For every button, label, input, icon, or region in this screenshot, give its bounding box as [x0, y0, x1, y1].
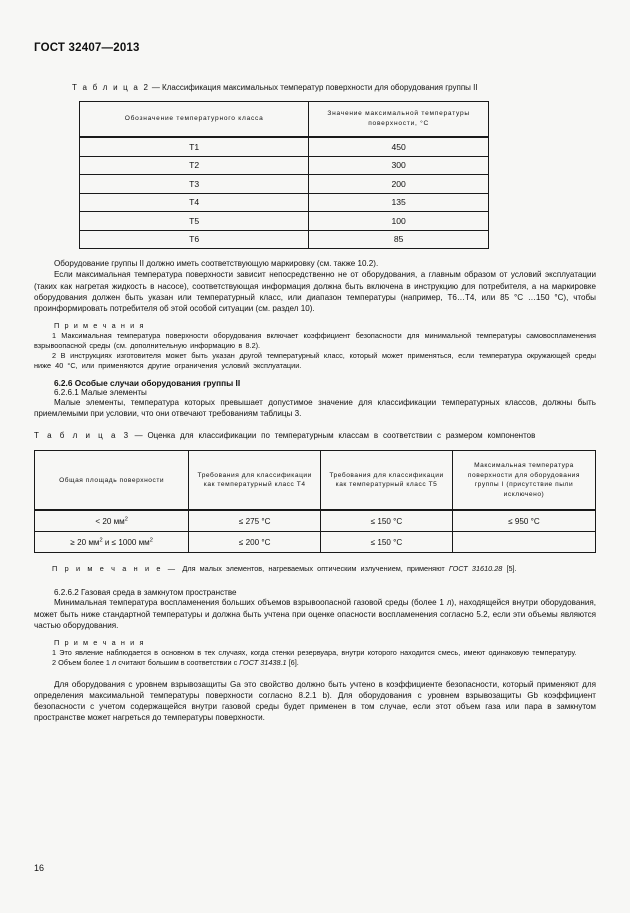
page-sheet: [26, 26, 604, 887]
page-number: 16: [34, 863, 45, 873]
table2-class-cell: Т5: [80, 212, 309, 231]
table3-header-row: [35, 451, 596, 511]
table2-head: [80, 102, 489, 138]
notes-heading: П р и м е ч а н и я: [54, 637, 146, 647]
table2-temp-cell: 85: [309, 230, 489, 249]
table3-t4-cell: ≤ 275 °С: [189, 510, 321, 532]
section-heading-6261: 6.2.6.1 Малые элементы: [54, 387, 147, 397]
table3-header-cell: Общая площадь поверхности: [35, 451, 189, 511]
superscript-two: 2: [99, 537, 103, 544]
table2-class-cell: Т3: [80, 175, 309, 194]
table3-header-cell: Максимальная температура поверхности для оборудования группы I (присутствие пыли исключено): [452, 451, 595, 511]
table3-t5-cell: ≤ 150 °С: [321, 510, 453, 532]
table-row: [80, 212, 489, 231]
table-row: [80, 175, 489, 194]
table2-temp-cell: 450: [309, 137, 489, 156]
note-2-2-suffix: [6].: [286, 657, 299, 667]
table3-t4-cell: ≤ 200 °С: [189, 532, 321, 553]
table2-class-cell: Т6: [80, 230, 309, 249]
paragraph-small-elements: Малые элементы, температура которых превышает допустимое значение для классификации температурных классов, должны быть приемлемыми при условии, что они отвечают требованиям таблицы 3.: [34, 397, 596, 419]
section-heading-626: 6.2.6 Особые случаи оборудования группы II: [54, 377, 241, 388]
table3-caption: [34, 430, 596, 441]
table2-header-row: [80, 102, 489, 138]
table2-caption-text: — Классификация максимальных температур поверхности для оборудования группы II: [149, 83, 478, 92]
table3-body: [35, 510, 596, 553]
superscript-two: 2: [124, 516, 128, 523]
paragraph-enclosed-gas: Минимальная температура воспламенения больших объемов взрывоопасной газовой среды (более 1 л), находящейся внутри оборудования, может быть ниже стандартной температуры и должна быть учтена при оценке опасности воспламенения согласно 5.2, если эти объемы являются частью оборудования.: [34, 598, 596, 630]
notes-block-2: [34, 638, 596, 668]
page-content: [26, 82, 604, 724]
note-1-1: 1 Максимальная температура поверхности оборудования включает коэффициент безопасности для минимальной температуры самовоспламенения взрывоопасной среды (см. дополнительную информацию в 8.2).: [34, 331, 596, 351]
note-1-2: 2 В инструкциях изготовителя может быть указан другой температурный класс, который может применяться, если температура окружающей среды ниже 40 °С, или применяются другие ограничения условий эксплуатации.: [34, 351, 596, 370]
note-table3-reference: ГОСТ 31610.28: [448, 564, 503, 574]
table3-groupi-cell: [452, 532, 595, 553]
table-row: [80, 137, 489, 156]
superscript-two: 2: [149, 537, 153, 544]
table2-body: [80, 137, 489, 249]
table2-temp-cell: 100: [309, 212, 489, 231]
table2-caption: [72, 82, 596, 93]
table2-temp-cell: 200: [309, 175, 489, 194]
paragraph-temperature-dependency: Если максимальная температура поверхности зависит непосредственно не от оборудования, а главным образом от условий эксплуатации (таких как нагретая жидкость в насосе), соответствующая информация должна быть включена в инструкцию для потребителя, а на маркировке оборудования должен быть указан или температурный класс, или диапазон температуры (например, Т6…Т4, или 85 °С …150 °С), чтобы проинформировать потребителя об этой особой ситуации (см. раздел 10).: [34, 270, 596, 314]
table3-area-cell: < 20 $мм^2$: [35, 510, 189, 532]
table2-header-cell: Обозначение температурного класса: [80, 102, 309, 138]
section-heading-6262: 6.2.6.2 Газовая среда в замкнутом пространстве: [54, 588, 237, 598]
table2-header-cell: Значение максимальной температуры поверхности, °С: [309, 102, 489, 138]
note-2-2-reference: ГОСТ 31438.1: [239, 657, 287, 667]
table-row: [35, 532, 596, 553]
paragraph-marking: Оборудование группы II должно иметь соответствующую маркировку (см. также 10.2).: [54, 259, 379, 269]
table2-caption-label: Т а б л и ц а 2: [72, 83, 150, 92]
table2-class-cell: Т1: [80, 137, 309, 156]
table-2: [79, 101, 489, 249]
table3-head: [35, 451, 596, 511]
note-table3-text: Для малых элементов, нагреваемых оптическим излучением, применяют: [182, 564, 449, 574]
note-2-2-text: 2 Объем более 1 л считают большим в соответствии с: [52, 657, 240, 667]
note-table3-heading: П р и м е ч а н и е —: [52, 564, 183, 574]
note-table3: [34, 564, 596, 574]
table2-class-cell: Т2: [80, 156, 309, 175]
table3-t5-cell: ≤ 150 °С: [321, 532, 453, 553]
table3-header-cell: Требования для классификации как температурный класс Т5: [321, 451, 453, 511]
table3-caption-text: — Оценка для классификации по температурным классам в соответствии с размером компонентов: [129, 431, 536, 441]
paragraph-ga-gb-protection: Для оборудования с уровнем взрывозащиты Ga это свойство должно быть учтено в коэффициенте безопасности, который применяют для определения максимальной температуры поверхности согласно 8.2.1 b). Для оборудования с уровнем взрывозащиты Gb коэффициент безопасности с учетом содержащейся внутри газовой среды будет применен в том случае, если этот объем газа или пара в замкнутом пространстве может нагреться до температуры поверхности.: [34, 679, 596, 723]
standard-header: ГОСТ 32407—2013: [34, 42, 140, 54]
table-row: [80, 193, 489, 212]
note-2-1: 1 Это явление наблюдается в основном в тех случаях, когда стенки резервуара, внутри которого находится смесь, имеют одинаковую температуру.: [52, 647, 577, 657]
table3-header-cell: Требования для классификации как температурный класс Т4: [189, 451, 321, 511]
table2-temp-cell: 300: [309, 156, 489, 175]
notes-block-1: [34, 321, 596, 371]
note-2-2: [34, 658, 596, 668]
table2-class-cell: Т4: [80, 193, 309, 212]
table2-temp-cell: 135: [309, 193, 489, 212]
table-row: [80, 156, 489, 175]
note-table3-suffix: [5].: [502, 564, 517, 574]
table3-caption-label: Т а б л и ц а 3: [34, 431, 130, 441]
table-row: [35, 510, 596, 532]
table3-groupi-cell: ≤ 950 °С: [452, 510, 595, 532]
table-3: [34, 450, 596, 553]
table-row: [80, 230, 489, 249]
body-paragraphs: [34, 258, 596, 314]
notes-heading: П р и м е ч а н и я: [54, 321, 146, 331]
table3-area-cell: ≥ 20 $мм^2$ и ≤ 1000 $мм^2$: [35, 532, 189, 553]
